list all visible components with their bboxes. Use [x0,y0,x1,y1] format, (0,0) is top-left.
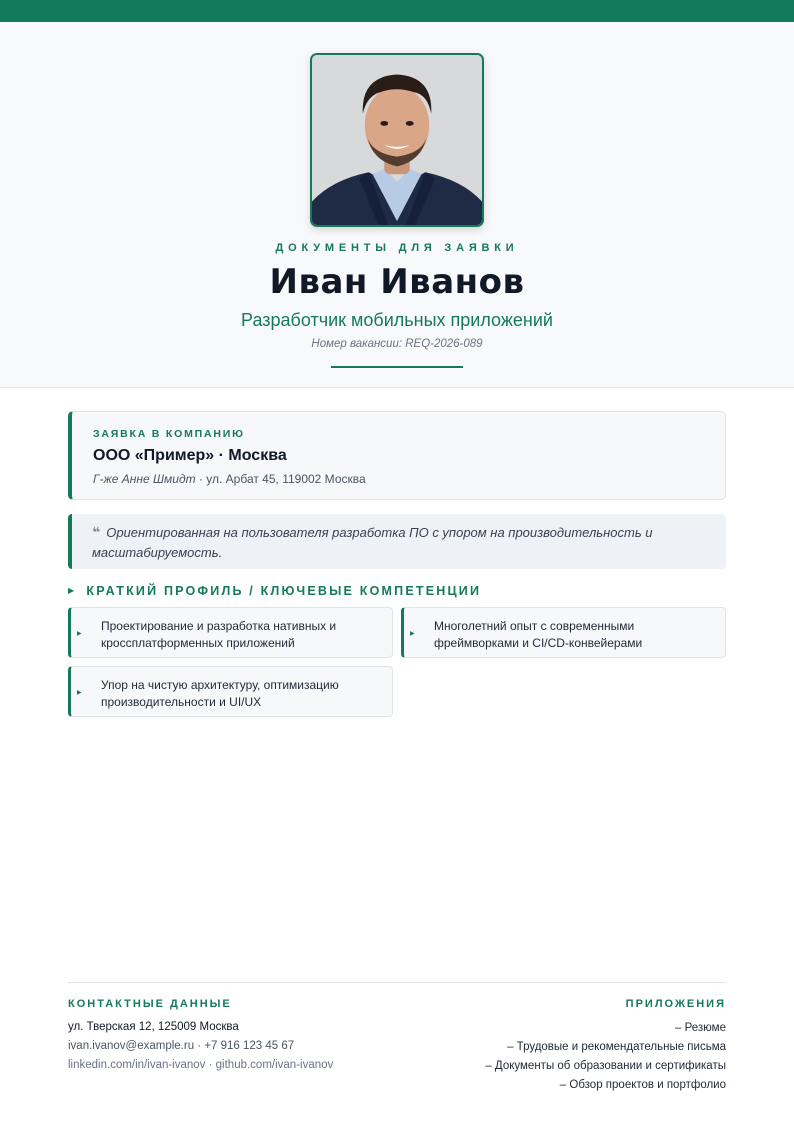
quote-text: Ориентированная на пользователя разработка ПО с упором на производительность и масштабируемость. [92,525,653,560]
header-divider [331,366,463,368]
company-street: · ул. Арбат 45, 119002 Москва [195,472,366,486]
attachment-item: – Документы об образовании и сертификаты [485,1060,726,1072]
footer-divider [68,982,726,983]
top-accent-bar [0,0,794,22]
applicant-role: Разработчик мобильных приложений [241,310,553,330]
bullet-icon: ▶ [77,690,82,696]
competencies-title-text: КРАТКИЙ ПРОФИЛЬ / КЛЮЧЕВЫЕ КОМПЕТЕНЦИИ [86,584,482,598]
competency-text: Многолетний опыт с современными фреймворками и CI/CD-конвейерами [434,619,643,650]
company-name: ООО «Пример» · Москва [93,447,287,464]
competency-card [68,607,393,658]
applicant-name: Иван Иванов [269,262,525,302]
attachment-item: – Резюме [675,1022,726,1034]
contact-address: ул. Тверская 12, 125009 Москва [68,1021,239,1033]
contact-links[interactable]: linkedin.com/in/ivan-ivanov · github.com/ivan-ivanov [68,1059,334,1071]
triangle-marker-icon: ▶ [68,586,77,595]
document-eyebrow: ДОКУМЕНТЫ ДЛЯ ЗАЯВКИ [275,242,519,254]
attachment-item: – Обзор проектов и портфолио [559,1079,726,1091]
contact-person: Г-же Анне Шмидт [93,472,196,486]
company-card [68,411,726,500]
attachment-item: – Трудовые и рекомендательные письма [507,1041,726,1053]
summary-quote [68,514,726,569]
contact-title: КОНТАКТНЫЕ ДАННЫЕ [68,998,232,1010]
profile-photo [310,53,484,227]
quote-icon: ❝ [92,524,101,540]
attachments-list [485,1019,726,1095]
competency-card [68,666,393,717]
competency-text: Упор на чистую архитектуру, оптимизацию производительности и UI/UX [101,678,339,709]
attachments-title: ПРИЛОЖЕНИЯ [625,998,726,1010]
vacancy-number: Номер вакансии: REQ-2026-089 [311,338,483,350]
bullet-icon: ▶ [77,631,82,637]
bullet-icon: ▶ [410,631,415,637]
contact-email-phone[interactable]: ivan.ivanov@example.ru · +7 916 123 45 67 [68,1040,295,1052]
competency-card [401,607,726,658]
competency-text: Проектирование и разработка нативных и кроссплатформенных приложений [101,619,337,650]
company-address [93,472,366,486]
competencies-title [68,584,481,598]
company-eyebrow: ЗАЯВКА В КОМПАНИЮ [93,428,245,440]
